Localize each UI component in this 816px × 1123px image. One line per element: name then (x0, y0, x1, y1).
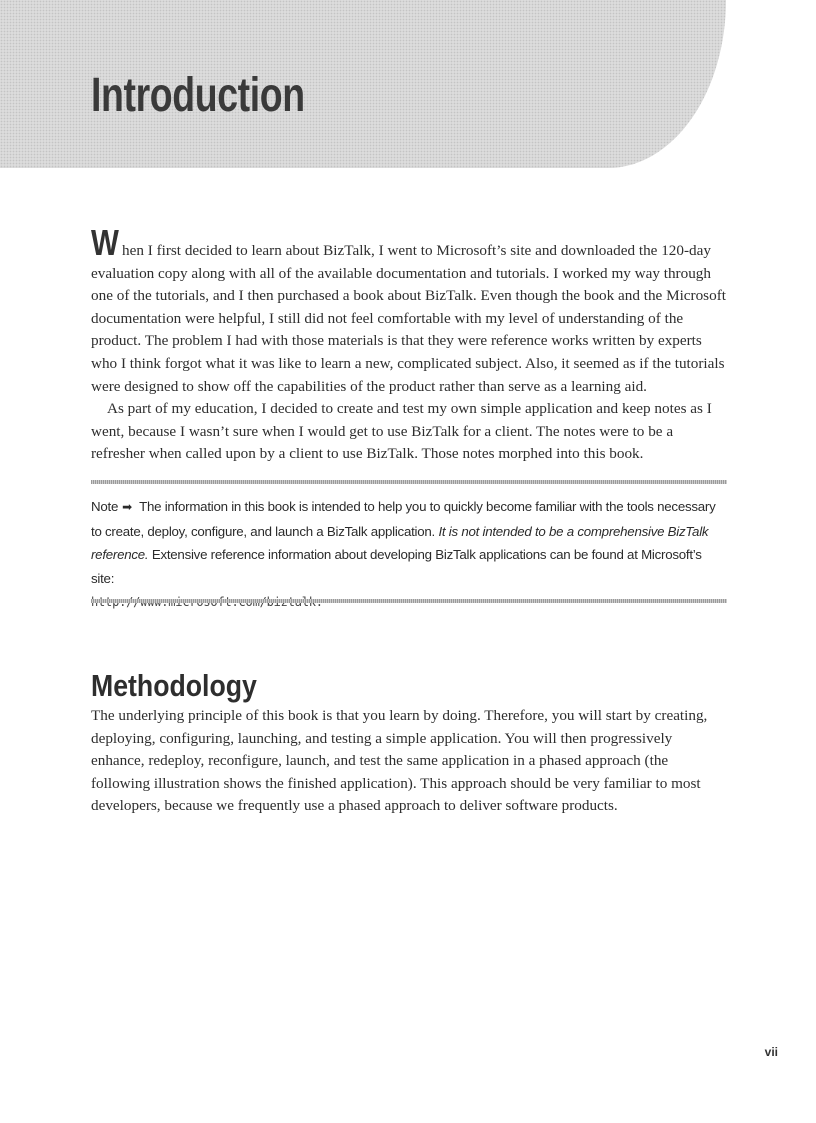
note-top-rule (91, 480, 727, 484)
note-text-2: Extensive reference information about developing BizTalk applications can be found at Microsoft’s site: (91, 547, 702, 586)
page-number: vii (764, 1045, 778, 1059)
intro-text (91, 222, 727, 466)
intro-paragraph-2: As part of my education, I decided to create and test my own simple application and keep notes as I went, because I wasn’t sure when I would get to use BizTalk for a client. The notes were to be a refresher when called upon by a client to use BizTalk. Those notes morphed into this book. (91, 400, 712, 463)
note-bottom-rule (91, 599, 727, 603)
note-label: Note (91, 499, 119, 514)
note-box (91, 495, 727, 615)
drop-cap: W (91, 222, 119, 263)
methodology-paragraph: The underlying principle of this book is that you learn by doing. Therefore, you will start by creating, deploying, configuring, launching, and testing a simple application. You will then progressively enhance, redeploy, reconfigure, launch, and test the same application in a phased approach (the following illustration shows the finished application). This approach should be very familiar to most developers, because we frequently use a phased approach to deliver software products. (91, 707, 708, 815)
note-text-italic: It is not intended to be a comprehensive BizTalk reference. (91, 523, 709, 562)
note-text-1: The information in this book is intended to help you to quickly become familiar with the tools necessary to create, deploy, configure, and launch a BizTalk application. (91, 499, 716, 539)
intro-paragraph-1-text: hen I first decided to learn about BizTalk, I went to Microsoft’s site and downloaded the 120-day evaluation copy along with all of the available documentation and tutorials. I worked my way through one of the tutorials, and I then purchased a book about BizTalk. Even though the book and the Microsoft documentation were helpful, I still did not feel comfortable with my level of understanding of the product. The problem I had with those materials is that they were reference works written by experts who I think forgot what it was like to learn a new, complicated subject. Also, it seemed as if the tutorials were designed to show off the capabilities of the product rather than serve as a learning aid. (91, 242, 726, 395)
chapter-title: Introduction (91, 69, 305, 122)
intro-paragraph-1 (91, 222, 727, 398)
methodology-heading: Methodology (91, 668, 257, 703)
arrow-right-icon: ➡ (122, 500, 132, 514)
